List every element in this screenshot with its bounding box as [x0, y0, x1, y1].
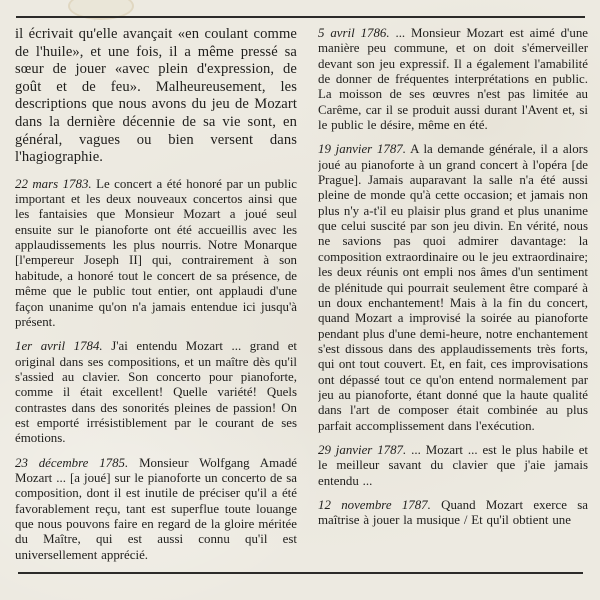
diary-entry-1785-12-23	[15, 456, 297, 563]
diary-entry-1787-01-19	[318, 142, 588, 434]
entry-date: 23 décembre 1785.	[15, 455, 129, 470]
entry-text: Quand Mozart exerce sa maîtrise à jouer la musique / Et qu'il obtient une	[318, 497, 588, 528]
entry-text: J'ai entendu Mozart ... grand et original dans ses compositions, et un maître dès qu'il s'assied au clavier. Son concerto pour pianoforte, comme il était excellent! Quelle variété! Quels contrastes dans des sonorités pleines de passion! On est emporté irrésistiblement par le courant de ses émotions.	[15, 339, 297, 446]
entry-text: Le concert a été honoré par un public important et les deux nouveaux concertos ainsi que les fantaisies que Monsieur Mozart a joué seul ensuite sur le pianoforte ont été accueillis avec les applaudissements les plus nourris. Notre Monarque [l'empereur Joseph II] qui, contrairement à son habitude, a honoré tout le concert de sa présence, de même que le public tout entier, ont applaudi d'une façon unanime qu'on n'a jamais entendue ici jusqu'à présent.	[15, 176, 297, 329]
text-columns	[15, 26, 588, 572]
diary-entry-1786-04-05	[318, 26, 588, 133]
entry-date: 5 avril 1786.	[318, 26, 390, 40]
diary-entry-1787-11-12	[318, 498, 588, 529]
entry-text: ... Mozart ... est le plus habile et le meilleur savant du clavier que j'aie jamais entendu ...	[318, 442, 588, 488]
bottom-rule	[18, 572, 583, 574]
entry-date: 22 mars 1783.	[15, 176, 92, 191]
intro-paragraph: il écrivait qu'elle avançait «en coulant comme de l'huile», et une fois, il a même pressé sa sœur de jouer «avec plein d'expression, de goût et de feu». Malheureusement, les descriptions que nous avons du jeu de Mozart dans la dernière décennie de sa vie sont, en général, vagues ou bien versent dans l'hagiographie.	[15, 26, 297, 166]
entry-date: 19 janvier 1787.	[318, 142, 406, 157]
diary-entry-1783-03-22	[15, 177, 297, 330]
entry-text: ... Monsieur Mozart est aimé d'une manière peu commune, et on doit s'émerveiller devant son jeu expressif. Il a également l'amabilité de donner de fréquentes interprétations en public. La moisson de ses œuvres n'est pas limitée au Carême, car il se produit aussi durant l'Avent et, si le public le désire, même en été.	[318, 26, 588, 133]
left-column	[15, 26, 297, 572]
diary-entry-1787-01-29	[318, 443, 588, 489]
entry-text: A la demande générale, il a alors joué au pianoforte à un grand concert à l'opéra [de Prague]. Jamais auparavant la salle n'a été aussi pleine de monde qu'à cette occasion; et jamais non plus n'y a-t'il eu plaisir plus grand et plus unanime que celui suscité par son jeu divin. En vérité, nous ne savions pas quoi admirer davantage: la composition extraordinaire ou le jeu extraordinaire; les deux réunis ont empli nos âmes d'un sentiment de plénitude qui pourrait seulement être comparé à un doux enchantement! Mais à la fin du concert, quand Mozart a improvisé la soirée au pianoforte pendant plus d'une demi-heure, notre enchantement s'est dissous dans des applaudissements très forts, qui ont tout couvert. Et, en fait, ces improvisations ont dépassé tout ce qu'on entend normalement par jeu au pianoforte, étant donné que la haute qualité dans l'art de composer était combinée au plus parfait accomplissement dans l'exécution.	[318, 142, 588, 433]
entry-text: Monsieur Wolfgang Amadé Mozart ... [a joué] sur le pianoforte un concerto de sa composition, dont il est inutile de préciser qu'il a été favorablement reçu, tant est superflue toute louange que nous pouvons faire en regard de la gloire méritée du Maître, qui est aussi connu qu'il est universellement apprécié.	[15, 455, 297, 562]
entry-date: 12 novembre 1787.	[318, 497, 431, 512]
right-column	[318, 26, 588, 572]
entry-date: 1er avril 1784.	[15, 339, 103, 354]
entry-date: 29 janvier 1787.	[318, 442, 407, 457]
diary-entry-1784-04-01	[15, 339, 297, 446]
top-rule	[16, 16, 585, 18]
